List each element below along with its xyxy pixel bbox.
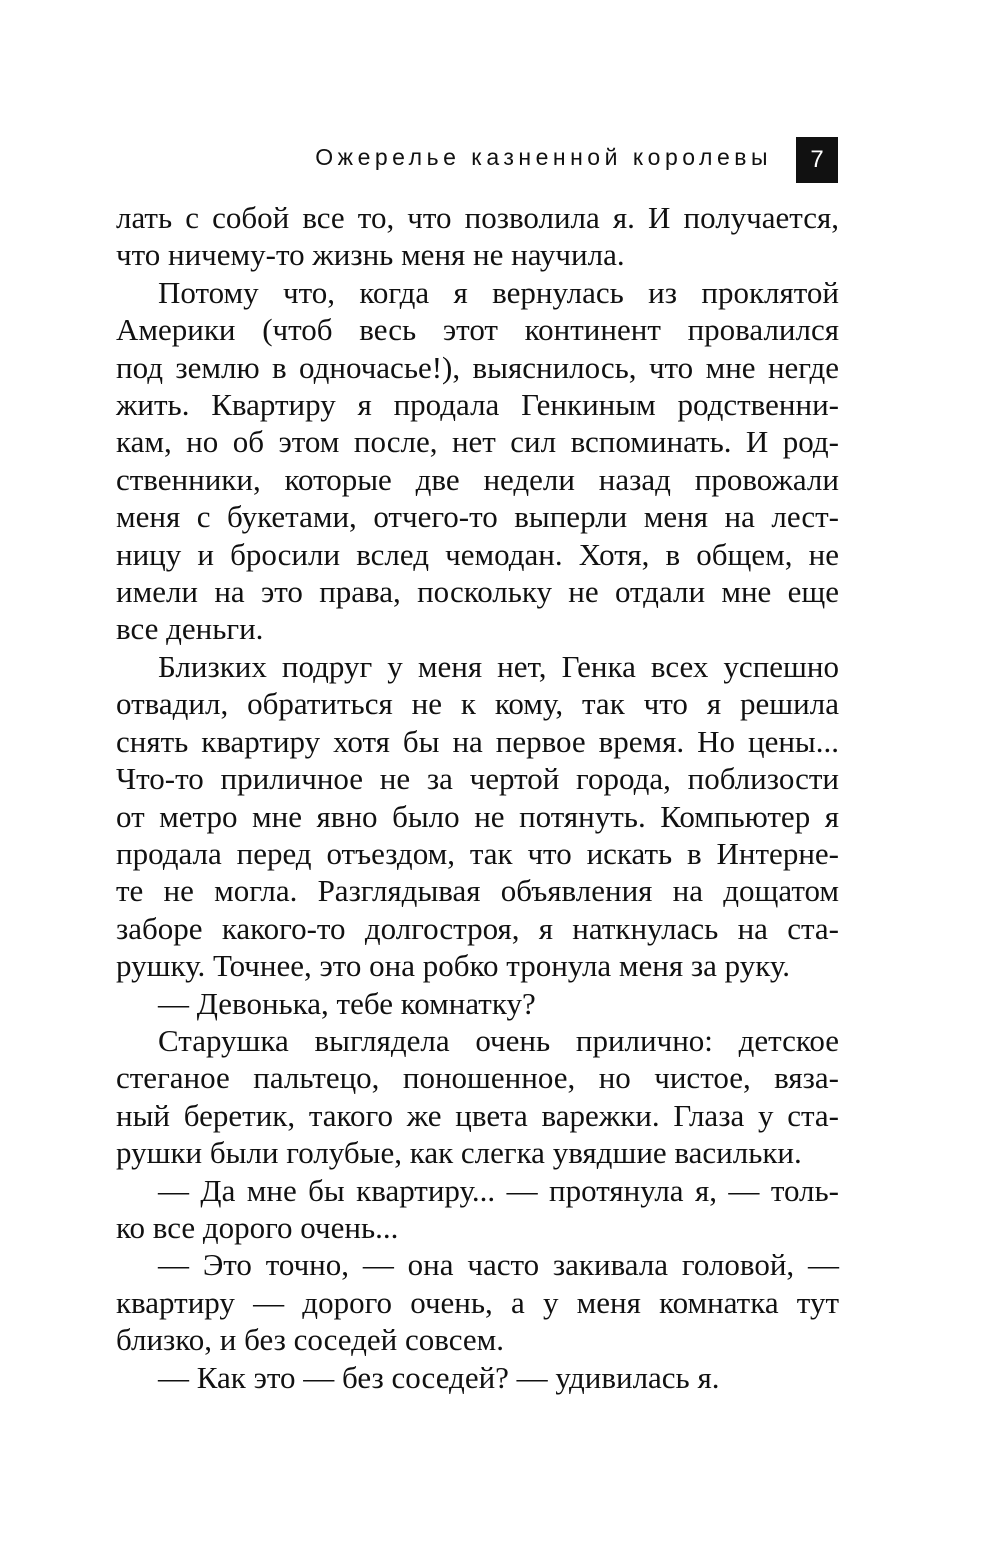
text-line: — Как это — без соседей? — удивилась я.: [158, 1359, 720, 1395]
text-line: рушки были голубые, как слегка увядшие васильки.: [116, 1135, 802, 1171]
text-line: ницу и бросили вслед чемодан. Хотя, в общем, не: [116, 536, 839, 572]
paragraph: [116, 1246, 839, 1358]
text-line: снять квартиру хотя бы на первое время. Но цены...: [116, 723, 839, 759]
paragraph: [116, 985, 839, 1022]
text-line: ственники, которые две недели назад провожали: [116, 461, 839, 497]
paragraph: [116, 199, 839, 274]
paragraph: [116, 274, 839, 648]
text-line: рушку. Точнее, это она робко тронула меня за руку.: [116, 948, 791, 984]
paragraph: [116, 1022, 839, 1172]
text-line: — Да мне бы квартиру... — протянула я, — толь-: [158, 1172, 839, 1208]
text-line: имели на это права, поскольку не отдали мне еще: [116, 574, 839, 610]
text-line: Старушка выглядела очень прилично: детское: [158, 1022, 839, 1058]
text-line: Близких подруг у меня нет, Генка всех успешно: [158, 648, 839, 684]
text-line: жить. Квартиру я продала Генкиным родственни-: [116, 387, 839, 423]
text-line: все деньги.: [116, 611, 264, 647]
text-line: кам, но об этом после, нет сил вспоминать. И род-: [116, 424, 839, 460]
text-line: ный беретик, такого же цвета варежки. Глаза у ста-: [116, 1097, 839, 1133]
text-line: стеганое пальтецо, поношенное, но чистое, вяза-: [116, 1060, 839, 1096]
text-line: продала перед отъездом, так что искать в Интерне-: [116, 835, 839, 871]
paragraph: [116, 648, 839, 985]
text-line: — Девонька, тебе комнатку?: [158, 985, 536, 1021]
text-line: Что-то приличное не за чертой города, поблизости: [116, 761, 839, 797]
text-line: отвадил, обратиться не к кому, так что я решила: [116, 686, 839, 722]
text-line: лать с собой все то, что позволила я. И получается,: [116, 200, 839, 235]
paragraph: [116, 1172, 839, 1247]
running-title: Ожерелье казненной королевы: [315, 144, 772, 170]
text-line: — Это точно, — она часто закивала головой, —: [158, 1247, 839, 1283]
text-line: Америки (чтоб весь этот континент провалился: [116, 312, 839, 348]
text-line: меня с букетами, отчего-то выперли меня на лест-: [116, 499, 839, 535]
text-line: что ничему-то жизнь меня не научила.: [116, 237, 625, 273]
text-line: Потому что, когда я вернулась из проклятой: [158, 274, 839, 310]
body-text: [116, 199, 839, 1396]
text-line: под землю в одночасье!), выяснилось, что мне негде: [116, 349, 839, 385]
paragraph: [116, 1359, 839, 1396]
text-line: заборе какого-то долгостроя, я наткнулась на ста-: [116, 910, 839, 946]
text-line: ко все дорого очень...: [116, 1209, 399, 1245]
text-line: от метро мне явно было не потянуть. Компьютер я: [116, 798, 839, 834]
text-line: квартиру — дорого очень, а у меня комнатка тут: [116, 1284, 839, 1320]
page-number: 7: [796, 137, 838, 183]
text-line: близко, и без соседей совсем.: [116, 1322, 504, 1358]
text-line: те не могла. Разглядывая объявления на дощатом: [116, 873, 839, 909]
